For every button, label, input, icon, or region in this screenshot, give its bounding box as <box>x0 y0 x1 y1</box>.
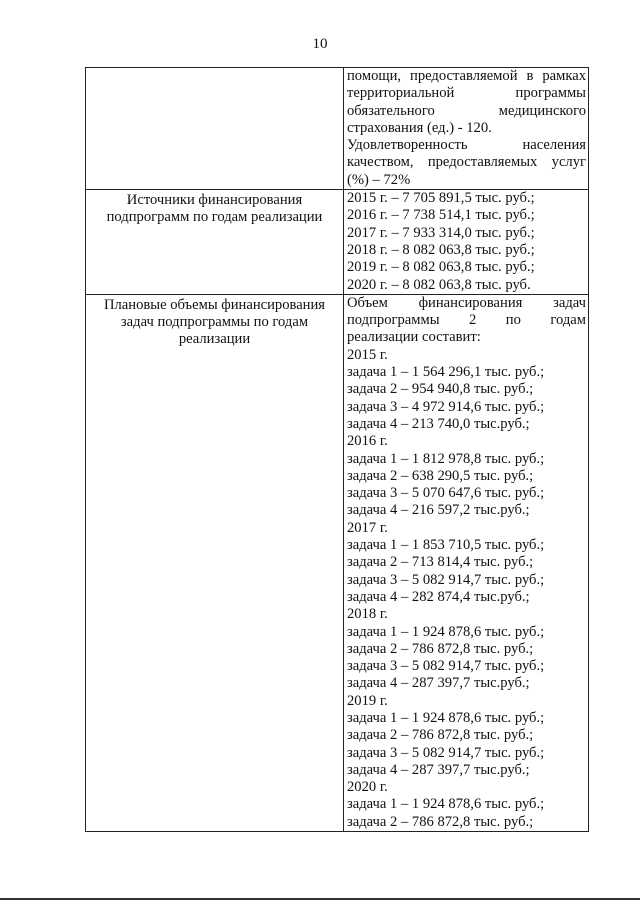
text-line: помощи, предоставляемой в рамках <box>347 68 586 84</box>
task-line: задача 2 – 786 872,8 тыс. руб.; <box>347 813 534 830</box>
text-line: территориальной программы <box>347 85 586 102</box>
task-line: задача 3 – 5 082 914,7 тыс. руб.; <box>347 571 545 588</box>
task-line: задача 2 – 786 872,8 тыс. руб.; <box>347 727 534 744</box>
row2-label-cell <box>86 190 344 295</box>
row3-value-cell <box>344 294 589 831</box>
task-line: задача 3 – 5 082 914,7 тыс. руб.; <box>347 744 545 761</box>
year-funding-line: 2016 г. – 7 738 514,1 тыс. руб.; <box>347 207 535 224</box>
year-heading: 2015 г. <box>347 346 388 363</box>
year-funding-line: 2015 г. – 7 705 891,5 тыс. руб.; <box>347 190 535 207</box>
row1-label-cell <box>86 68 344 190</box>
task-line: задача 1 – 1 564 296,1 тыс. руб.; <box>347 364 545 381</box>
task-line: задача 1 – 1 812 978,8 тыс. руб.; <box>347 450 545 467</box>
task-line: задача 3 – 5 082 914,7 тыс. руб.; <box>347 658 545 675</box>
intro-line: Объем финансирования задач <box>347 294 586 311</box>
task-line: задача 4 – 216 597,2 тыс.руб.; <box>347 502 530 519</box>
table-row-funding-sources <box>86 190 589 295</box>
intro-line: реализации составит: <box>347 329 481 346</box>
task-line: задача 1 – 1 853 710,5 тыс. руб.; <box>347 537 545 554</box>
row1-value-cell <box>344 68 589 190</box>
year-heading: 2016 г. <box>347 433 388 450</box>
planned-volumes-label: Плановые объемы финансирования задач подпрограммы по годам реализации <box>103 296 326 348</box>
year-heading: 2019 г. <box>347 692 388 709</box>
text-line: качеством, предоставляемых услуг <box>347 154 586 171</box>
row3-label-cell <box>86 294 344 831</box>
task-line: задача 3 – 5 070 647,6 тыс. руб.; <box>347 485 545 502</box>
text-line: обязательного медицинского <box>347 102 586 119</box>
table-row-indicators <box>86 68 589 190</box>
table-row-planned-volumes <box>86 294 589 831</box>
task-line: задача 4 – 213 740,0 тыс.руб.; <box>347 415 530 432</box>
task-line: задача 1 – 1 924 878,6 тыс. руб.; <box>347 709 545 726</box>
task-line: задача 4 – 287 397,7 тыс.руб.; <box>347 761 530 778</box>
year-heading: 2018 г. <box>347 606 388 623</box>
text-line: Удовлетворенность населения <box>347 137 586 154</box>
task-line: задача 1 – 1 924 878,6 тыс. руб.; <box>347 623 545 640</box>
task-line: задача 4 – 282 874,4 тыс.руб.; <box>347 588 530 605</box>
text-line: (%) – 72% <box>347 171 411 188</box>
funding-sources-label: Источники финансирования подпрограмм по годам реализации <box>106 192 323 226</box>
task-line: задача 3 – 4 972 914,6 тыс. руб.; <box>347 398 545 415</box>
year-funding-line: 2018 г. – 8 082 063,8 тыс. руб.; <box>347 241 535 258</box>
task-line: задача 2 – 954 940,8 тыс. руб.; <box>347 381 534 398</box>
year-funding-line: 2019 г. – 8 082 063,8 тыс. руб.; <box>347 259 535 276</box>
task-line: задача 2 – 713 814,4 тыс. руб.; <box>347 554 534 571</box>
task-line: задача 1 – 1 924 878,6 тыс. руб.; <box>347 796 545 813</box>
year-funding-line: 2020 г. – 8 082 063,8 тыс. руб. <box>347 276 531 293</box>
year-heading: 2020 г. <box>347 779 388 796</box>
year-funding-line: 2017 г. – 7 933 314,0 тыс. руб.; <box>347 224 535 241</box>
row2-value-cell <box>344 190 589 295</box>
task-line: задача 4 – 287 397,7 тыс.руб.; <box>347 675 530 692</box>
scan-edge-divider <box>0 898 640 900</box>
text-line: страхования (ед.) - 120. <box>347 119 492 136</box>
task-line: задача 2 – 638 290,5 тыс. руб.; <box>347 467 534 484</box>
page-number: 10 <box>312 36 328 52</box>
year-heading: 2017 г. <box>347 519 388 536</box>
program-passport-table <box>85 67 589 832</box>
task-line: задача 2 – 786 872,8 тыс. руб.; <box>347 640 534 657</box>
intro-line: подпрограммы 2 по годам <box>347 312 586 329</box>
